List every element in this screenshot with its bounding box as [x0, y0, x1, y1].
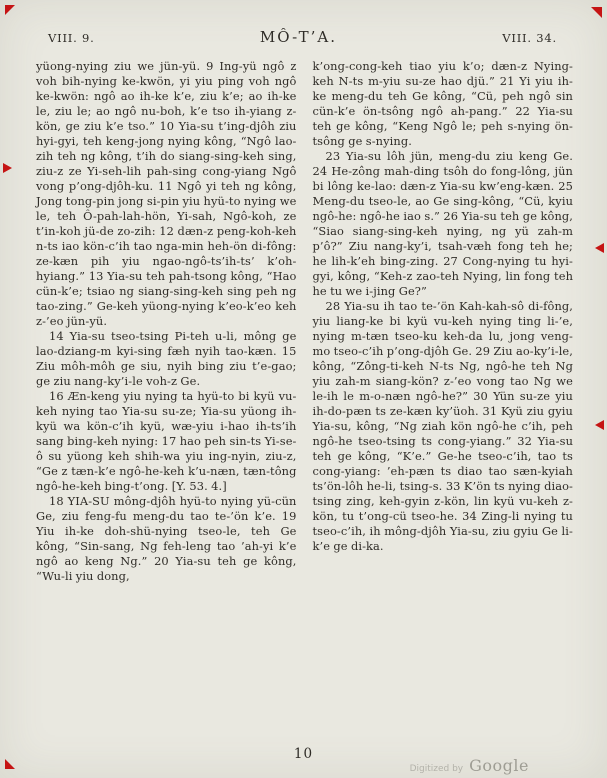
text-paragraph: 14 Yia-su tseo-tsing Pi-teh u-li, mông ge lao-dziang-m kyi-sing fæh nyih tao-kæn. 15 Ziu môh-môh ge siu, nyih bing ziu t’e-gao; ge ziu nang-ky’i-le voh-z Ge. [36, 329, 297, 388]
chapter-verse-right: VIII. 34. [502, 31, 557, 45]
red-scan-mark-top-right [591, 7, 602, 18]
text-paragraph: 16 Æn-keng yiu nying ta hyü-to bi kyü vu-keh nying tao Yia-su su-ze; Yia-su yüong ih-kyü wa kön-c’ih kyü, wæ-yiu i-hao ih-ts’ih sang bing-keh nying: 17 hao peh sin-ts Yi-se-ô su yüong keh shih-wa yiu ing-nyin, ziu-z, “Ge z tæn-k’e ngô-he-keh k’u-næn, tæn-tông ngô-he-keh bing-t’ong. [Y. 53. 4.] [36, 389, 297, 493]
book-title: MÔ-T’A. [259, 28, 337, 46]
text-paragraph: yüong-nying ziu we jün-yü. 9 Ing-yü ngô z voh bih-nying ke-kwön, yi yiu ping voh ngô ke-kwön: ngô ao ih-ke k’e, ziu k’e; ao ih-ke le, ziu le; ao ngô nu-boh, k’e tso ih-yiang z-kön, ge ziu k’e tso.” 10 Yia-su t’ing-djôh ziu hyi-gyi, teh keng-jong nying kông, “Ngô lao-zih teh ng kông, t’ih do siang-sing-keh sing, ziu-z ze Yi-seh-lih pah-sing cong-yiang Ngô vong p’ong-djôh-ku. 11 Ngô yi teh ng kông, Jong tong-pin jong si-pin yiu hyü-to nying we le, teh Ô-pah-lah-hön, Yi-sah, Ngô-koh, ze t’in-koh jü-de zo-zih: 12 dæn-z peng-koh-keh n-ts iao kön-c’ih tao nga-min heh-ön di-fông: ze-kæn pih yiu ngao-ngô-ts’ih-ts’ k’oh-hyiang.” 13 Yia-su teh pah-tsong kông, “Hao cün-k’e; tsiao ng siang-sing-keh sing peh ng tao-zing.” Ge-keh yüong-nying k’eo-k’eo keh z-’eo jün-yü. [36, 59, 297, 328]
google-watermark [410, 756, 529, 775]
watermark-prefix-label: Digitized by [409, 764, 464, 774]
chapter-verse-left: VIII. 9. [48, 31, 95, 45]
text-paragraph: 28 Yia-su ih tao te-’ön Kah-kah-sô di-fông, yiu liang-ke bi kyü vu-keh nying ting li-’e, nying m-tæn tseo-ku keh-da lu, jong veng-mo tseo-c’ih p’ong-djôh Ge. 29 Ziu ao-ky’i-le, kông, “Zông-ti-keh N-ts Ng, ngô-he teh Ng yiu zah-m siang-kön? z-’eo vong tao Ng we le-ih le m-o-næn ngô-he?” 30 Yün su-ze yiu ih-do-pæn ts ze-kæn ky’üoh. 31 Kyü ziu gyiu Yia-su, kông, “Ng ziah kön ngô-he c’ih, peh ngô-he tseo-tsing ts cong-yiang.” 32 Yia-su teh ge kông, “K’e.” Ge-he tseo-c’ih, tao ts cong-yiang: ’eh-pæn ts diao tao sæn-kyiah ts’ön-lôh he-li, tsing-s. 33 K’ön ts nying diao-tsing zing, keh-gyin z-kön, lin kyü vu-keh z-kön, tu t’ong-cü tseo-he. 34 Zing-li nying tu tseo-c’ih, ih mông-djôh Yia-su, ziu gyiu Ge li-k’e ge di-ka. [312, 299, 573, 553]
red-scan-mark-right-edge-upper [595, 243, 604, 253]
red-scan-mark-top-left [5, 5, 15, 15]
red-scan-mark-left-edge [3, 163, 12, 173]
left-column [36, 59, 297, 584]
page-number: 10 [293, 746, 314, 762]
text-columns [0, 46, 607, 584]
text-paragraph: k’ong-cong-keh tiao yiu k’o; dæn-z Nying-keh N-ts m-yiu su-ze hao djü.” 21 Yi yiu ih-ke meng-du teh Ge kông, “Cü, peh ngô sin cün-k’e ön-tsông ngô ah-pang.” 22 Yia-su teh ge kông, “Keng Ngô le; peh s-nying ön-tsông ge s-nying. [312, 59, 573, 148]
google-logo: Google [469, 756, 529, 775]
text-paragraph: 23 Yia-su lôh jün, meng-du ziu keng Ge. 24 He-zông mah-ding tsôh do fong-lông, jün bi lông ke-lao: dæn-z Yia-su kw’eng-kæn. 25 Meng-du tseo-le, ao Ge sing-kông, “Cü, kyiu ngô-he: ngô-he iao s.” 26 Yia-su teh ge kông, “Siao siang-sing-keh nying, ng yü zah-m p’ô?” Ziu nang-ky’i, tsah-væh fong teh he; he lih-k’eh bing-zing. 27 Cong-nying tu hyi-gyi, kông, “Keh-z zao-teh Nying, lin fong teh he tu we i-jing Ge?” [312, 149, 573, 298]
page-header [0, 0, 607, 46]
text-paragraph: 18 YIA-SU mông-djôh hyü-to nying yü-cün Ge, ziu feng-fu meng-du tao te-’ön k’e. 19 Yiu ih-ke doh-shü-nying tseo-le, teh Ge kông, “Sin-sang, Ng feh-leng tao ’ah-yi k’e ngô ao keng Ng.” 20 Yia-su teh ge kông, “Wu-li yiu dong, [36, 494, 297, 583]
red-scan-mark-right-edge-lower [595, 420, 604, 430]
right-column [313, 59, 574, 584]
